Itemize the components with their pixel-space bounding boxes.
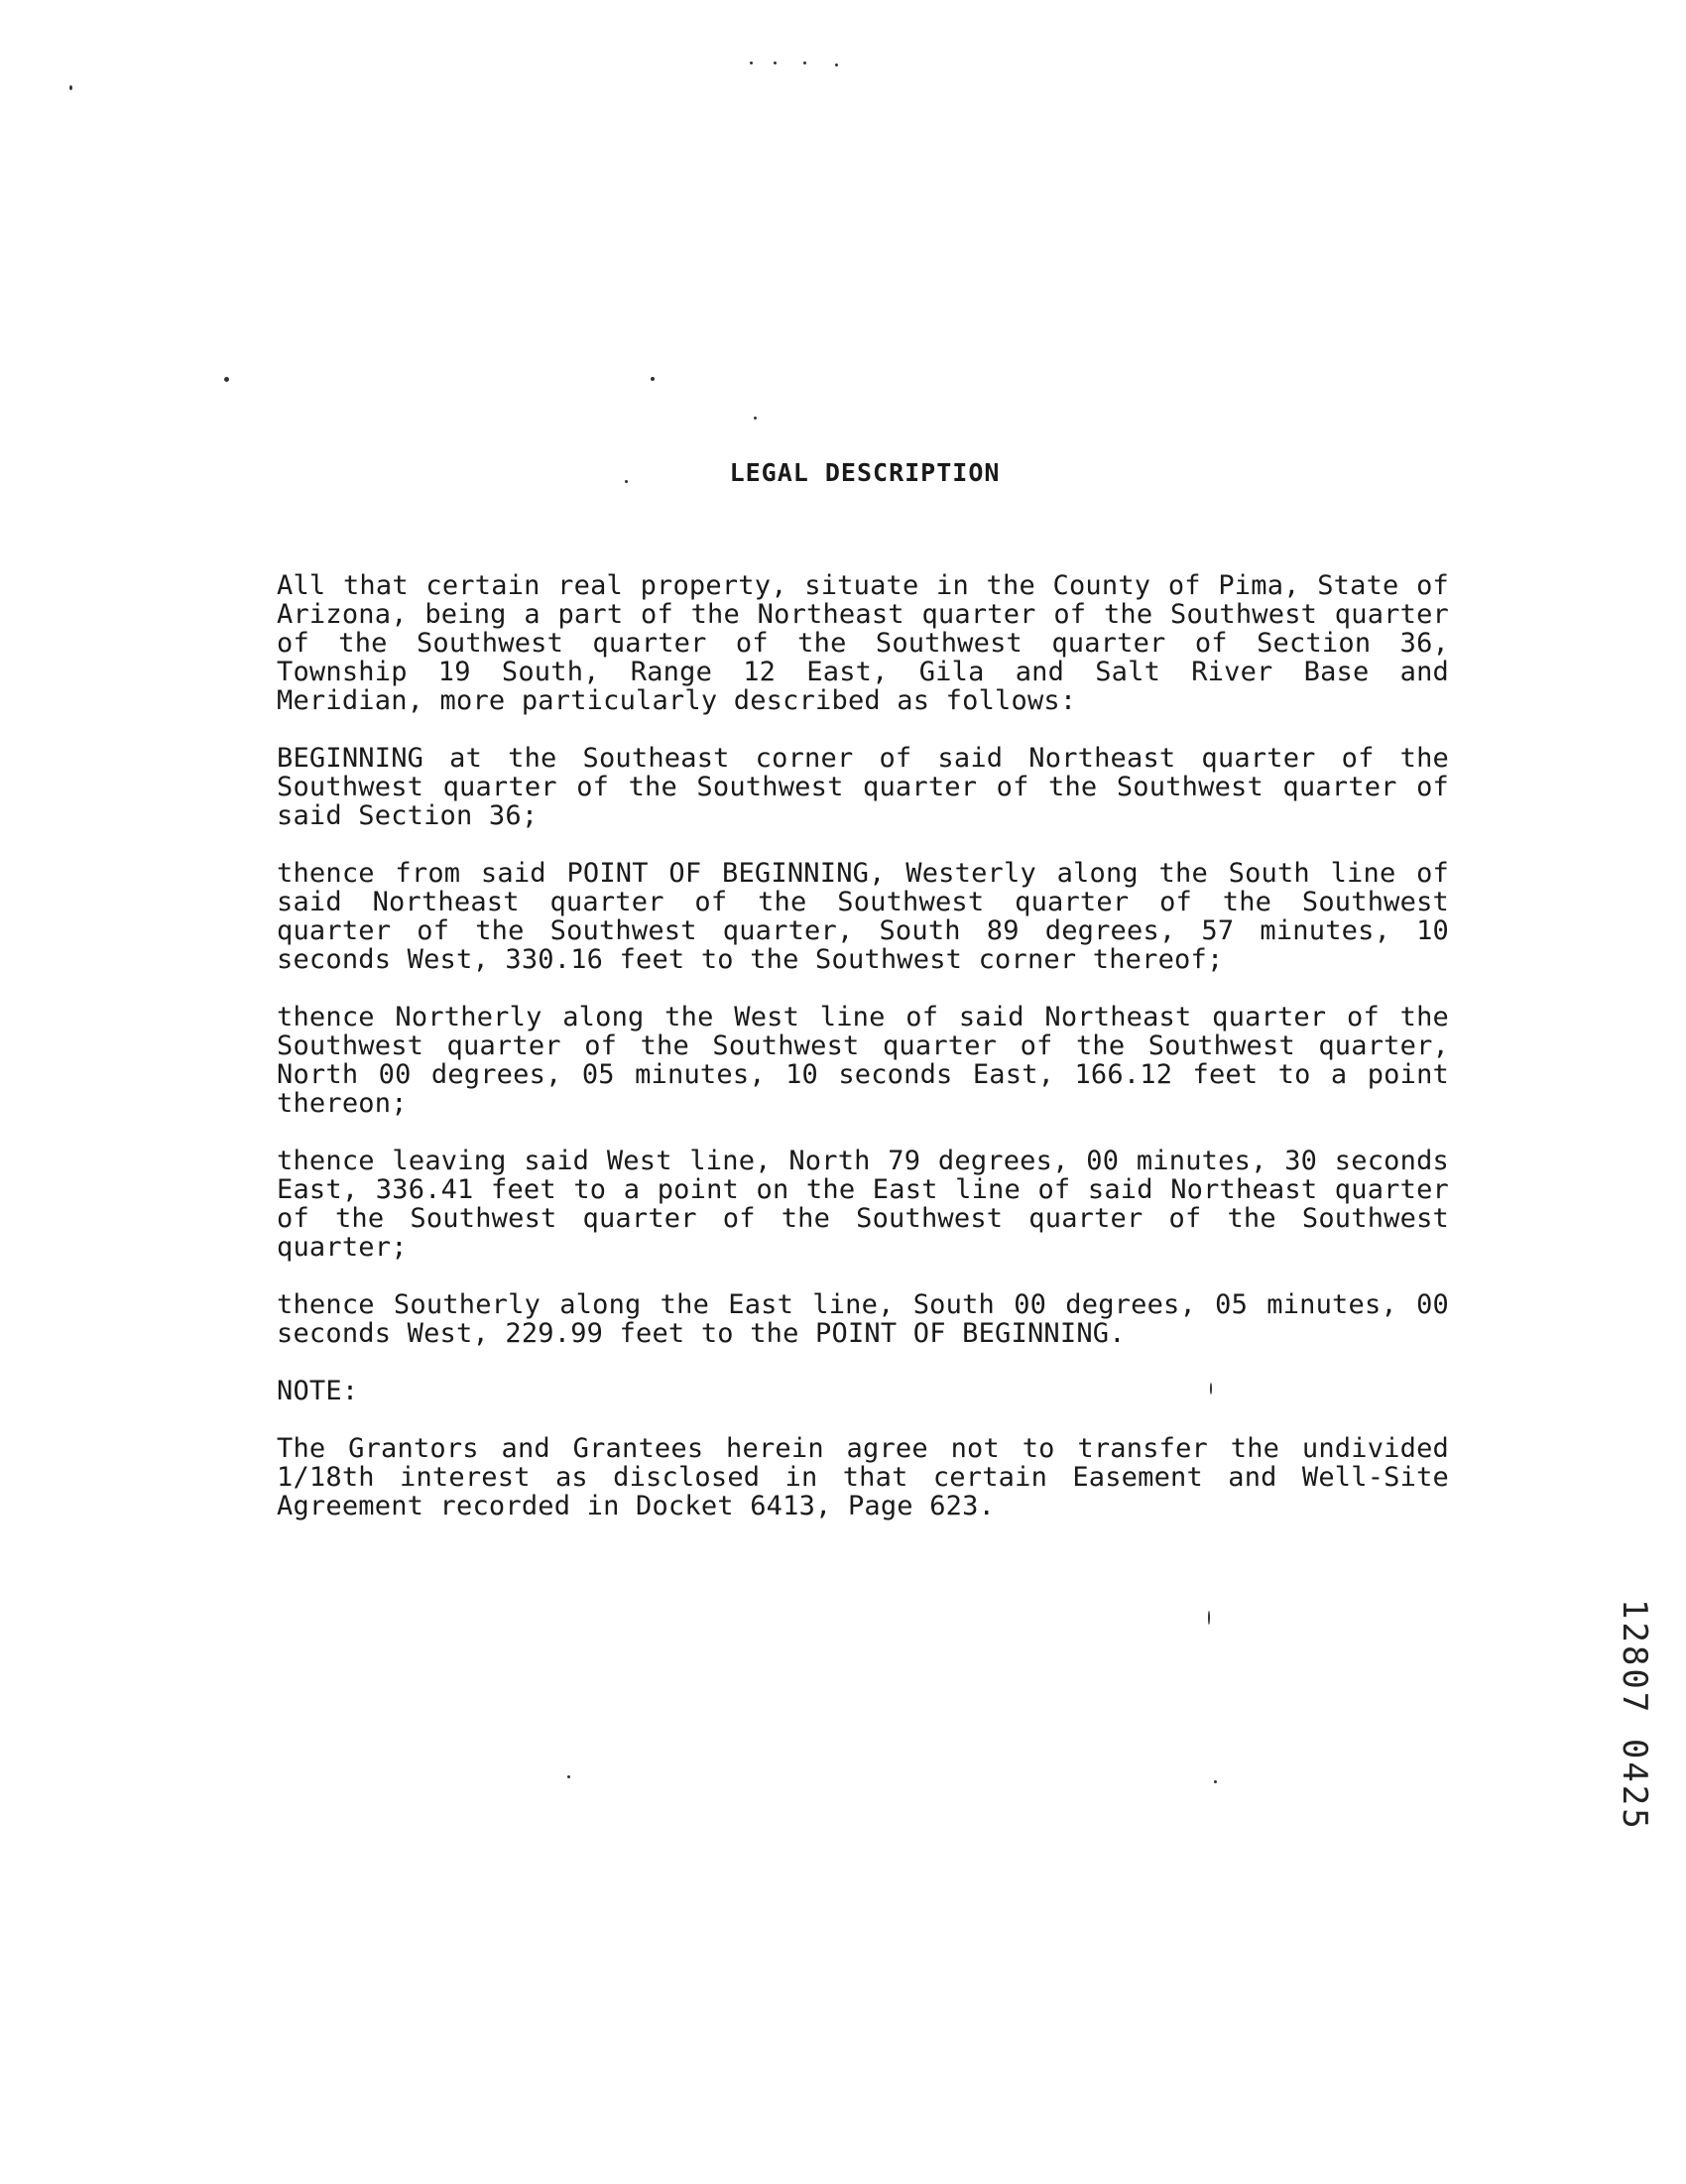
scan-speck xyxy=(1208,1611,1210,1625)
paragraph-southerly: thence Southerly along the East line, South 00 degrees, 05 minutes, 00 seconds West, 229.99 feet to the POINT OF BEGINNING. xyxy=(277,1289,1449,1349)
scan-speck xyxy=(567,1775,570,1778)
scan-speck xyxy=(1214,1780,1217,1783)
scan-speck xyxy=(651,377,655,381)
scan-speck xyxy=(754,417,757,420)
note-label: NOTE: xyxy=(277,1376,359,1406)
scan-speck xyxy=(69,85,72,90)
docket-side-number xyxy=(1615,1599,1654,1877)
scan-speck xyxy=(835,63,838,66)
scan-speck xyxy=(1210,1383,1212,1395)
scan-speck xyxy=(803,61,806,64)
legal-description-body xyxy=(277,571,1449,1549)
paragraph-westerly: thence from said POINT OF BEGINNING, Westerly along the South line of said Northeast quarter of the Southwest quarter of the Southwest quarter of the Southwest quarter, South 89 degrees, 57 minutes, 10 seconds West, 330.16 feet to the Southwest corner thereof; xyxy=(277,858,1449,975)
scan-speck xyxy=(224,377,229,382)
document-title: LEGAL DESCRIPTION xyxy=(729,458,1001,487)
note-text: The Grantors and Grantees herein agree not to transfer the undivided 1/18th interest as disclosed in that certain Easement and Well-Site Agreement recorded in Docket 6413, Page 623. xyxy=(277,1433,1449,1521)
scan-speck xyxy=(625,480,628,483)
paragraph-property-description: All that certain real property, situate in the County of Pima, State of Arizona, being a part of the Northeast quarter of the Southwest quarter of the Southwest quarter of the Southwest quarter of Section 36, Township 19 South, Range 12 East, Gila and Salt River Base and Meridian, more particularly described as follows: xyxy=(277,570,1449,716)
scan-speck xyxy=(750,61,753,64)
paragraph-easterly: thence leaving said West line, North 79 degrees, 00 minutes, 30 seconds East, 336.41 feet to a point on the East line of said Northeast quarter of the Southwest quarter of the Southwest quarter of the Southwest quarter; xyxy=(277,1146,1449,1263)
paragraph-beginning: BEGINNING at the Southeast corner of said Northeast quarter of the Southwest quarter of the Southwest quarter of the Southwest quarter of said Section 36; xyxy=(277,743,1449,831)
paragraph-northerly: thence Northerly along the West line of said Northeast quarter of the Southwest quarter of the Southwest quarter of the Southwest quarter, North 00 degrees, 05 minutes, 10 seconds East, 166.12 feet to a point thereon; xyxy=(277,1002,1449,1119)
docket-side-number-text: 12807 0425 xyxy=(1615,1599,1654,1832)
scan-speck xyxy=(774,61,777,64)
